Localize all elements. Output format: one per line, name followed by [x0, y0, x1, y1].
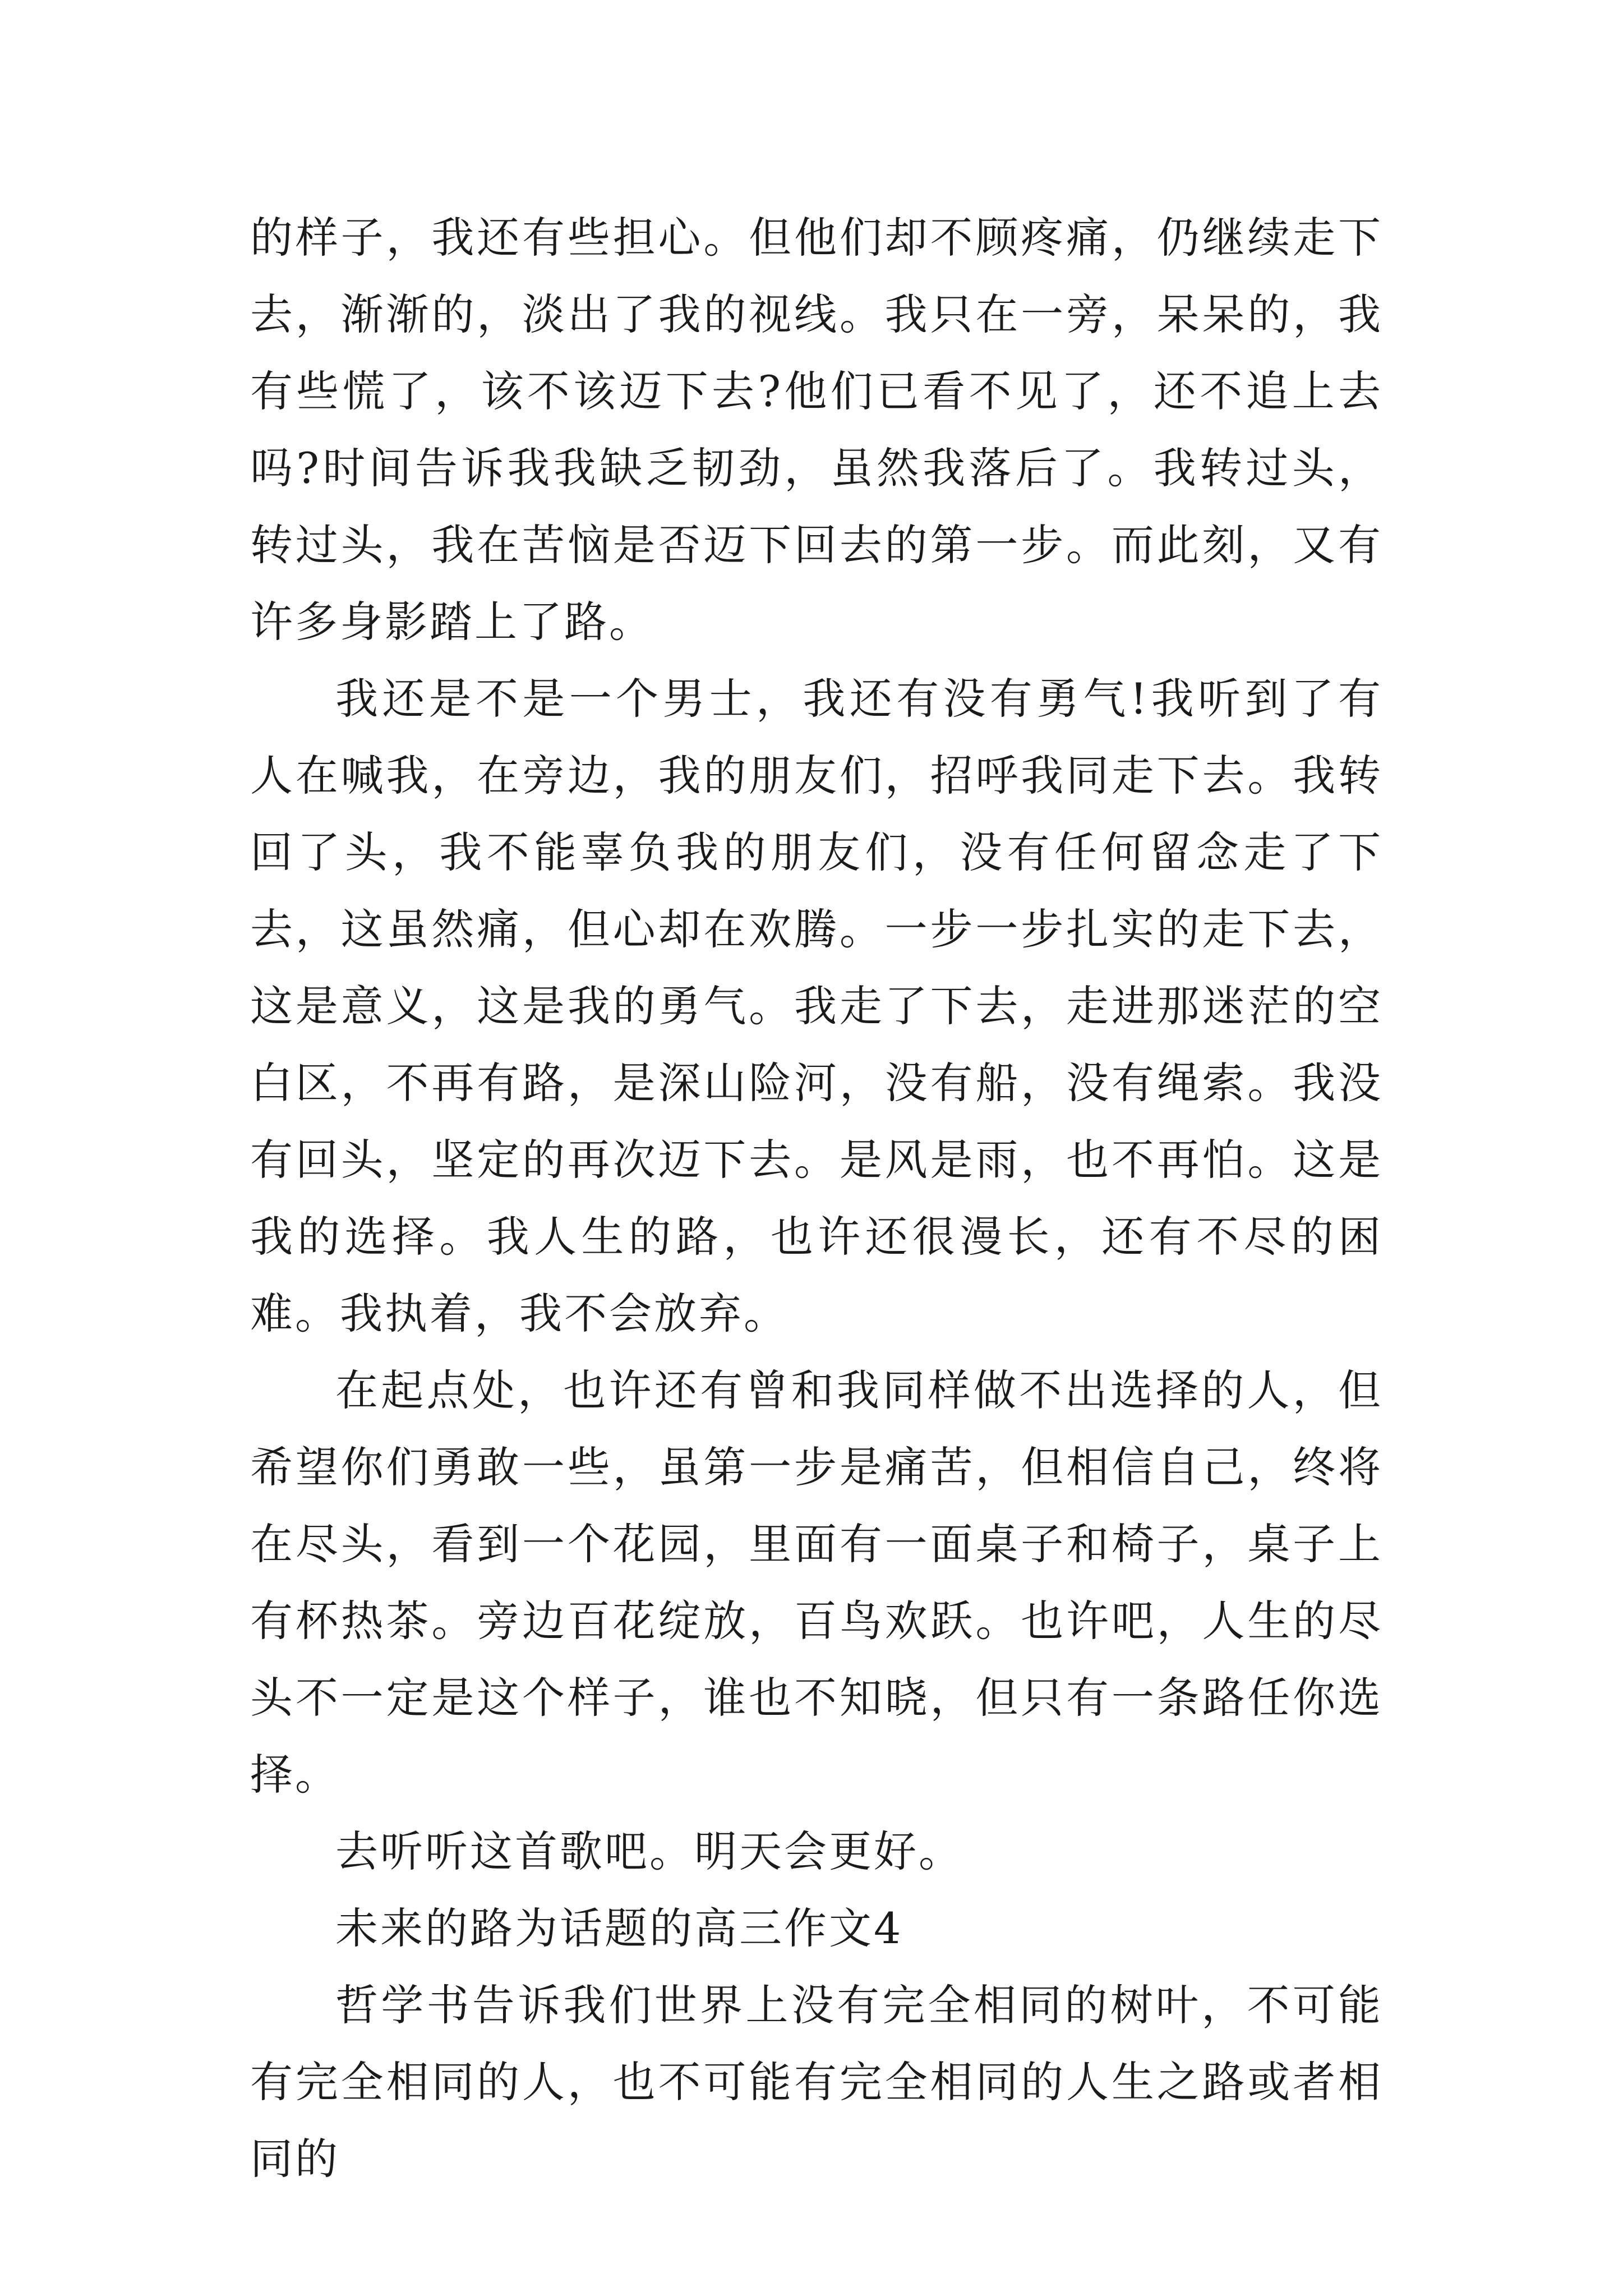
- section-heading: 未来的路为话题的高三作文4: [335, 1903, 903, 1953]
- paragraph-2: 我还是不是一个男士，我还有没有勇气!我听到了有人在喊我，在旁边，我的朋友们，招呼我同走下去。我转回了头，我不能辜负我的朋友们，没有任何留念走了下去，这虽然痛，但心却在欢腾。一步一步扎实的走下去，这是意义，这是我的勇气。我走了下去，走进那迷茫的空白区，不再有路，是深山险河，没有船，没有绳索。我没有回头，坚定的再次迈下去。是风是雨，也不再怕。这是我的选择。我人生的路，也许还很漫长，还有不尽的困难。我执着，我不会放弃。: [250, 674, 1383, 1338]
- paragraph-4: 去听听这首歌吧。明天会更好。: [335, 1826, 963, 1876]
- document-body: [250, 199, 1383, 2197]
- paragraph-5: 哲学书告诉我们世界上没有完全相同的树叶，不可能有完全相同的人，也不可能有完全相同的人生之路或者相同的: [250, 1980, 1383, 2184]
- paragraph-3: 在起点处，也许还有曾和我同样做不出选择的人，但希望你们勇敢一些，虽第一步是痛苦，但相信自己，终将在尽头，看到一个花园，里面有一面桌子和椅子，桌子上有杯热茶。旁边百花绽放，百鸟欢跃。也许吧，人生的尽头不一定是这个样子，谁也不知晓，但只有一条路任你选择。: [250, 1365, 1383, 1800]
- paragraph-1: 的样子，我还有些担心。但他们却不顾疼痛，仍继续走下去，渐渐的，淡出了我的视线。我只在一旁，呆呆的，我有些慌了，该不该迈下去?他们已看不见了，还不追上去吗?时间告诉我我缺乏韧劲，虽然我落后了。我转过头，转过头，我在苦恼是否迈下回去的第一步。而此刻，又有许多身影踏上了路。: [250, 213, 1383, 647]
